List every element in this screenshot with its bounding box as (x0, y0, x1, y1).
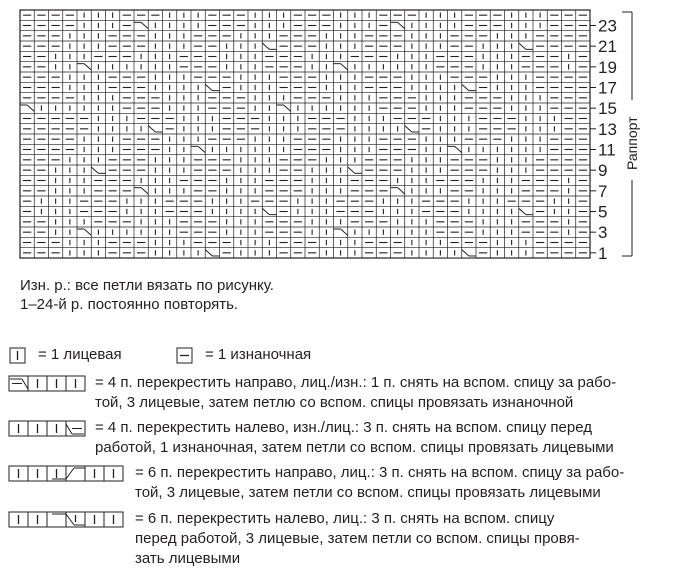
row-number-label: 21 (598, 37, 617, 57)
cross-left-6-icon (8, 511, 128, 529)
row-number-label: 5 (598, 202, 608, 222)
legend-purl-label: = 1 изнаночная (205, 346, 312, 363)
purl-symbol-icon (175, 347, 195, 365)
row-number-label: 11 (598, 140, 616, 160)
legend-cross-left-4-line1: = 4 п. перекрестить налево, изн./лиц.: 3 п. снять на вспом. спицу перед (95, 419, 592, 436)
legend-cross-left-4 (8, 418, 688, 458)
row-number-label: 9 (598, 161, 608, 181)
row-number-label: 23 (598, 16, 617, 36)
legend-cross-right-6-line2: той, 3 лицевые, затем петли со вспом. спицы провязать лицевыми (135, 484, 601, 501)
chart-svg (0, 0, 695, 262)
knit-symbol-icon (8, 347, 28, 365)
row-number-label: 7 (598, 181, 608, 201)
knitting-chart (0, 0, 695, 262)
legend-cross-left-6-line2: перед работой, 3 лицевые, затем петли со вспом. спицы провя- (135, 530, 580, 547)
cross-right-4-icon (8, 375, 88, 393)
row-number-label: 3 (598, 223, 608, 243)
legend-purl (175, 345, 375, 365)
legend-cross-right-6-line1: = 6 п. перекрестить направо, лиц.: 3 п. снять на вспом. спицу за рабо- (135, 464, 625, 481)
legend-knit-label: = 1 лицевая (38, 346, 122, 363)
note-repeat: 1–24-й р. постоянно повторять. (20, 296, 239, 313)
row-number-label: 17 (598, 78, 617, 98)
cross-left-4-icon (8, 420, 88, 438)
row-number-label: 1 (598, 243, 608, 262)
legend-cross-left-6-line3: зать лицевыми (135, 550, 241, 567)
note-wrong-side: Изн. р.: все петли вязать по рисунку. (20, 277, 274, 294)
legend-cross-left-4-line2: работой, 1 изнаночная, затем петли со вспом. спицы провязать лицевыми (95, 439, 614, 456)
cross-right-6-icon (8, 465, 128, 483)
rapport-label: Раппорт (624, 116, 640, 170)
legend-cross-right-4 (8, 373, 688, 413)
row-number-label: 13 (598, 119, 617, 139)
legend-cross-left-6-line1: = 6 п. перекрестить налево, лиц.: 3 п. снять на вспом. спицу (135, 510, 555, 527)
legend-cross-right-4-line1: = 4 п. перекрестить направо, лиц./изн.: 1 п. снять на вспом. спицу за рабо- (95, 374, 617, 391)
legend-cross-left-6 (8, 509, 688, 569)
legend-cross-right-6 (8, 463, 688, 503)
legend-cross-right-4-line2: той, 3 лицевые, затем петлю со вспом. спицы провязать изнаночной (95, 394, 574, 411)
row-number-label: 15 (598, 99, 617, 119)
row-number-label: 19 (598, 57, 617, 77)
